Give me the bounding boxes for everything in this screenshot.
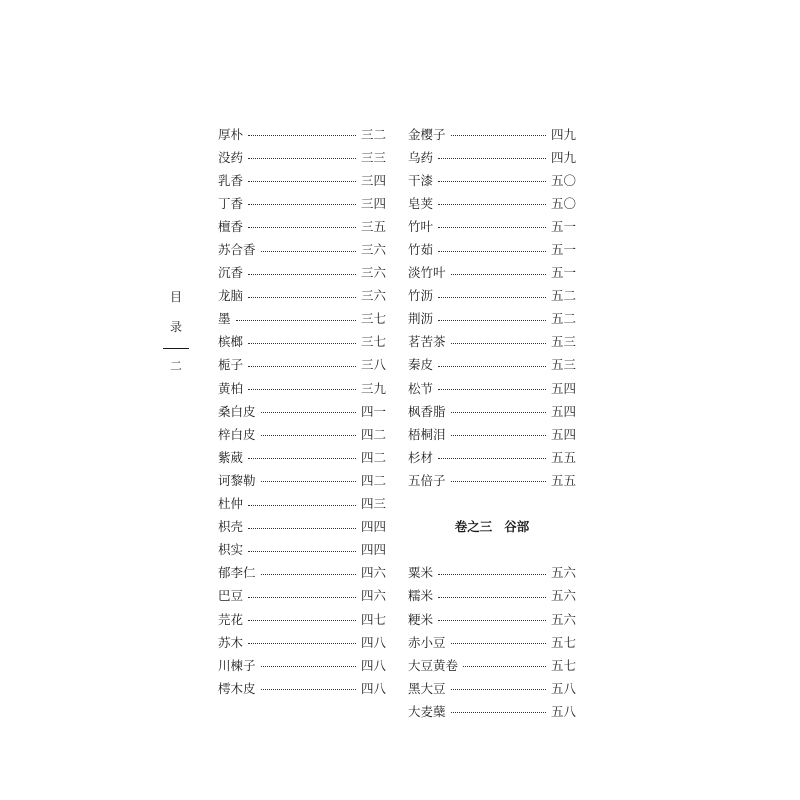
toc-entry-page: 四三: [360, 496, 386, 512]
toc-entry-page: 五六: [550, 611, 576, 627]
toc-entry-page: 三六: [360, 242, 386, 258]
toc-entry-name: 金樱子: [408, 126, 446, 142]
page-margin: [158, 290, 194, 373]
dot-leader: [438, 227, 546, 228]
toc-entry-page: 五八: [550, 680, 576, 696]
margin-label-lu: 录: [169, 320, 182, 334]
toc-entry-name: 乳香: [218, 172, 244, 188]
toc-entry: [408, 145, 576, 168]
toc-entry-page: 三四: [360, 172, 386, 188]
toc-entry: [218, 653, 386, 676]
page-number: 二: [169, 359, 182, 373]
toc-entry-page: 三七: [360, 334, 386, 350]
toc-entry-page: 五〇: [550, 172, 576, 188]
toc-entry-page: 三三: [360, 149, 386, 165]
toc-right-bottom-list: [408, 561, 576, 723]
toc-entry-name: 粟米: [408, 565, 434, 581]
dot-leader: [248, 297, 356, 298]
toc-entry-name: 龙脑: [218, 288, 244, 304]
toc-entry-name: 樗木皮: [218, 680, 256, 696]
toc-entry-name: 梓白皮: [218, 426, 256, 442]
toc-entry: [218, 214, 386, 237]
toc-entry-name: 竹叶: [408, 218, 434, 234]
toc-entry: [218, 399, 386, 422]
dot-leader: [438, 320, 546, 321]
toc-entry-name: 糯米: [408, 588, 434, 604]
dot-leader: [261, 574, 356, 575]
toc-entry: [218, 353, 386, 376]
dot-leader: [438, 389, 546, 390]
toc-entry-name: 紫葳: [218, 449, 244, 465]
toc-entry-name: 杜仲: [218, 496, 244, 512]
dot-leader: [438, 574, 546, 575]
toc-entry-name: 诃黎勒: [218, 472, 256, 488]
dot-leader: [248, 158, 356, 159]
toc-entry-name: 梧桐泪: [408, 426, 446, 442]
toc-entry: [408, 468, 576, 491]
toc-entry-page: 四七: [360, 611, 386, 627]
toc-entry-name: 荆沥: [408, 311, 434, 327]
toc-entry: [408, 237, 576, 260]
toc-entry-page: 五一: [550, 242, 576, 258]
toc-entry: [408, 191, 576, 214]
toc-entry-name: 沉香: [218, 265, 244, 281]
toc-entry-name: 苏木: [218, 634, 244, 650]
toc-entry-name: 郁李仁: [218, 565, 256, 581]
dot-leader: [248, 458, 356, 459]
toc-entry: [218, 445, 386, 468]
dot-leader: [451, 343, 546, 344]
toc-entry: [408, 376, 576, 399]
dot-leader: [463, 666, 546, 667]
toc-entry: [408, 676, 576, 699]
toc-entry-page: 四二: [360, 472, 386, 488]
toc-entry: [408, 445, 576, 468]
toc-entry-page: 三六: [360, 288, 386, 304]
toc-entry: [408, 122, 576, 145]
dot-leader: [451, 643, 546, 644]
toc-entry: [218, 422, 386, 445]
toc-entry-name: 茗苦茶: [408, 334, 446, 350]
section-volume: 卷之三: [454, 519, 493, 535]
toc-entry: [218, 284, 386, 307]
dot-leader: [248, 389, 356, 390]
toc-entry-page: 五三: [550, 357, 576, 373]
toc-entry: [218, 330, 386, 353]
toc-entry-page: 四六: [360, 588, 386, 604]
toc-entry-name: 黑大豆: [408, 680, 446, 696]
dot-leader: [438, 458, 546, 459]
dot-leader: [438, 620, 546, 621]
toc-right-column: [408, 122, 576, 722]
toc-entry: [218, 468, 386, 491]
toc-entry-page: 五八: [550, 703, 576, 719]
toc-entry: [218, 307, 386, 330]
dot-leader: [261, 689, 356, 690]
dot-leader: [248, 366, 356, 367]
toc-entry-name: 枫香脂: [408, 403, 446, 419]
dot-leader: [451, 689, 546, 690]
toc-entry-name: 松节: [408, 380, 434, 396]
dot-leader: [261, 412, 356, 413]
toc-entry-page: 四八: [360, 680, 386, 696]
toc-entry: [218, 145, 386, 168]
toc-entry: [218, 676, 386, 699]
dot-leader: [451, 481, 546, 482]
dot-leader: [248, 135, 356, 136]
toc-entry: [408, 399, 576, 422]
toc-entry-name: 檀香: [218, 218, 244, 234]
dot-leader: [261, 251, 356, 252]
toc-entry-page: 三八: [360, 357, 386, 373]
toc-entry-page: 五七: [550, 634, 576, 650]
toc-entry-name: 槟榔: [218, 334, 244, 350]
toc-entry-page: 五〇: [550, 195, 576, 211]
dot-leader: [248, 551, 356, 552]
dot-leader: [248, 643, 356, 644]
toc-entry: [408, 261, 576, 284]
toc-entry-page: 四八: [360, 634, 386, 650]
toc-entry-page: 三九: [360, 380, 386, 396]
toc-entry-page: 三七: [360, 311, 386, 327]
toc-entry-page: 三六: [360, 265, 386, 281]
toc-entry: [408, 630, 576, 653]
toc-entry-page: 五五: [550, 472, 576, 488]
toc-entry: [218, 492, 386, 515]
toc-entry: [408, 168, 576, 191]
toc-entry-page: 五二: [550, 288, 576, 304]
toc-entry-page: 三五: [360, 218, 386, 234]
dot-leader: [438, 366, 546, 367]
toc-entry-page: 三二: [360, 126, 386, 142]
toc-entry-page: 五一: [550, 218, 576, 234]
dot-leader: [236, 320, 356, 321]
toc-entry-page: 四二: [360, 426, 386, 442]
toc-entry-name: 丁香: [218, 195, 244, 211]
toc-entry: [408, 330, 576, 353]
toc-entry-name: 粳米: [408, 611, 434, 627]
toc-entry: [218, 561, 386, 584]
toc-entry-page: 五四: [550, 380, 576, 396]
toc-entry: [218, 191, 386, 214]
toc-entry-name: 竹沥: [408, 288, 434, 304]
toc-entry-page: 四四: [360, 542, 386, 558]
dot-leader: [438, 251, 546, 252]
toc-entry-name: 川楝子: [218, 657, 256, 673]
toc-entry-name: 芫花: [218, 611, 244, 627]
toc-entry-name: 五倍子: [408, 472, 446, 488]
dot-leader: [248, 227, 356, 228]
dot-leader: [438, 158, 546, 159]
toc-entry: [218, 630, 386, 653]
toc-entry-page: 四九: [550, 126, 576, 142]
dot-leader: [451, 135, 546, 136]
toc-entry-name: 桑白皮: [218, 403, 256, 419]
toc-entry: [218, 122, 386, 145]
dot-leader: [451, 435, 546, 436]
margin-label-mu: 目: [169, 290, 182, 304]
toc-entry-name: 枳实: [218, 542, 244, 558]
toc-entry-page: 五一: [550, 265, 576, 281]
toc-entry-page: 五六: [550, 588, 576, 604]
toc-entry: [408, 584, 576, 607]
dot-leader: [248, 204, 356, 205]
toc-entry-page: 五七: [550, 657, 576, 673]
dot-leader: [438, 597, 546, 598]
toc-entry: [408, 284, 576, 307]
toc-entry-page: 五三: [550, 334, 576, 350]
dot-leader: [248, 181, 356, 182]
dot-leader: [261, 435, 356, 436]
toc-entry-page: 五四: [550, 426, 576, 442]
toc-entry-name: 没药: [218, 149, 244, 165]
toc-entry: [408, 607, 576, 630]
toc-entry-page: 五二: [550, 311, 576, 327]
dot-leader: [248, 528, 356, 529]
toc-entry-page: 五四: [550, 403, 576, 419]
dot-leader: [248, 597, 356, 598]
dot-leader: [438, 204, 546, 205]
toc-entry: [218, 261, 386, 284]
toc-entry-name: 乌药: [408, 149, 434, 165]
toc-entry-page: 四四: [360, 519, 386, 535]
toc-entry-name: 大麦蘖: [408, 703, 446, 719]
toc-entry: [408, 653, 576, 676]
dot-leader: [451, 412, 546, 413]
toc-entry-page: 四一: [360, 403, 386, 419]
toc-entry-page: 四六: [360, 565, 386, 581]
toc-entry-name: 竹茹: [408, 242, 434, 258]
toc-entry: [218, 237, 386, 260]
dot-leader: [248, 343, 356, 344]
toc-entry: [218, 607, 386, 630]
dot-leader: [438, 181, 546, 182]
toc-left-column: [218, 122, 386, 699]
toc-entry-name: 厚朴: [218, 126, 244, 142]
dot-leader: [261, 481, 356, 482]
dot-leader: [438, 297, 546, 298]
toc-entry-name: 墨: [218, 311, 231, 327]
toc-entry-name: 赤小豆: [408, 634, 446, 650]
toc-entry-name: 淡竹叶: [408, 265, 446, 281]
toc-entry-name: 皂荚: [408, 195, 434, 211]
toc-entry: [218, 376, 386, 399]
toc-entry: [408, 214, 576, 237]
margin-divider: [163, 348, 189, 349]
toc-entry-name: 干漆: [408, 172, 434, 188]
toc-entry-page: 四九: [550, 149, 576, 165]
toc-entry: [218, 515, 386, 538]
toc-right-top-list: [408, 122, 576, 492]
toc-entry: [408, 699, 576, 722]
toc-entry-name: 秦皮: [408, 357, 434, 373]
section-heading: [408, 492, 576, 561]
toc-entry-page: 五五: [550, 449, 576, 465]
toc-entry: [218, 584, 386, 607]
toc-entry-page: 四二: [360, 449, 386, 465]
toc-entry-page: 四八: [360, 657, 386, 673]
toc-entry: [408, 561, 576, 584]
dot-leader: [248, 620, 356, 621]
toc-entry-page: 三四: [360, 195, 386, 211]
toc-entry-name: 枳壳: [218, 519, 244, 535]
section-category: 谷部: [504, 519, 530, 535]
toc-entry: [218, 538, 386, 561]
toc-entry-name: 黄柏: [218, 380, 244, 396]
dot-leader: [451, 274, 546, 275]
toc-entry: [408, 353, 576, 376]
toc-entry-name: 杉材: [408, 449, 434, 465]
toc-entry-name: 巴豆: [218, 588, 244, 604]
toc-entry: [218, 168, 386, 191]
toc-entry-name: 栀子: [218, 357, 244, 373]
dot-leader: [248, 505, 356, 506]
toc-entry-page: 五六: [550, 565, 576, 581]
toc-entry: [408, 307, 576, 330]
dot-leader: [261, 666, 356, 667]
toc-entry-name: 苏合香: [218, 242, 256, 258]
toc-entry: [408, 422, 576, 445]
dot-leader: [248, 274, 356, 275]
dot-leader: [451, 712, 546, 713]
toc-entry-name: 大豆黄卷: [408, 657, 459, 673]
